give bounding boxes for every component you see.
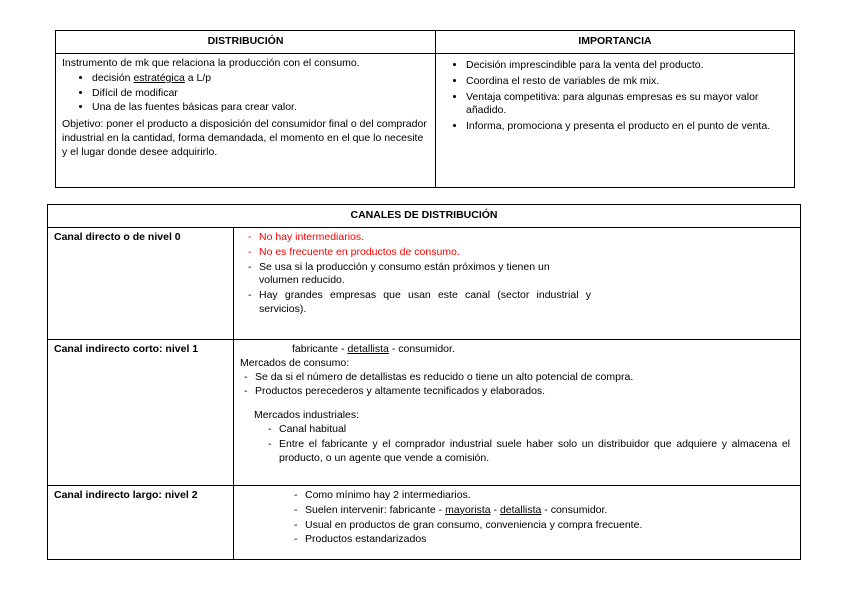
text-segment: Suelen intervenir: fabricante - bbox=[305, 503, 446, 516]
text-segment: decisión bbox=[92, 71, 134, 84]
bullet-item: • Difícil de modificar bbox=[92, 87, 429, 101]
distribucion-intro: Instrumento de mk que relaciona la producción con el consumo. bbox=[62, 56, 360, 69]
canal-corto-label: Canal indirecto corto: nivel 1 bbox=[48, 339, 234, 485]
table-row bbox=[48, 485, 801, 559]
canal-corto-content bbox=[234, 339, 801, 485]
dash-list bbox=[246, 231, 591, 317]
tabla-canales-distribucion bbox=[47, 204, 801, 560]
bullet-item: • Informa, promociona y presenta el producto en el punto de venta. bbox=[466, 120, 788, 134]
canales-title: CANALES DE DISTRIBUCIÓN bbox=[48, 205, 801, 228]
dash-item: - No hay intermediarios. bbox=[246, 231, 591, 245]
dash-item: - Productos perecederos y altamente tecnificados y elaborados. bbox=[242, 385, 794, 399]
bullet-item: • Decisión imprescindible para la venta del producto. bbox=[466, 59, 788, 73]
dash-item: - Como mínimo hay 2 intermediarios. bbox=[292, 489, 754, 503]
text-segment: - bbox=[490, 503, 500, 516]
canal-largo-content bbox=[234, 485, 801, 559]
underlined-text: estratégica bbox=[133, 71, 185, 84]
table-header-row bbox=[48, 205, 801, 228]
distribucion-bullet-list bbox=[62, 72, 429, 116]
dash-list bbox=[292, 489, 754, 547]
dash-item: - Productos estandarizados bbox=[292, 533, 754, 547]
mercados-industriales-title: Mercados industriales: bbox=[254, 409, 360, 422]
distribucion-cell bbox=[56, 53, 436, 187]
importancia-cell bbox=[436, 53, 795, 187]
mercados-consumo-title: Mercados de consumo: bbox=[240, 356, 350, 369]
dash-item: - Entre el fabricante y el comprador industrial suele haber solo un distribuidor que adquiere y almacena el producto, o un agente que vende a comisión. bbox=[266, 438, 790, 466]
bullet-item bbox=[92, 72, 429, 86]
dash-list bbox=[266, 423, 790, 466]
distribucion-objetivo: Objetivo: poner el producto a disposición del consumidor final o del comprador industrial en la cantidad, forma demandada, el momento en el que lo necesite y el lugar donde desee adquirirlo. bbox=[62, 118, 427, 159]
bullet-item: • Coordina el resto de variables de mk mix. bbox=[466, 75, 788, 89]
canal-directo-content bbox=[234, 227, 801, 339]
text-segment: a L/p bbox=[184, 71, 212, 84]
dash-item: - Usual en productos de gran consumo, conveniencia y compra frecuente. bbox=[292, 519, 754, 533]
dash-item: - Se da si el número de detallistas es reducido o tiene un alto potencial de compra. bbox=[242, 371, 794, 385]
table-body-row bbox=[56, 53, 795, 187]
dash-item bbox=[292, 504, 754, 518]
canal-largo-label: Canal indirecto largo: nivel 2 bbox=[48, 485, 234, 559]
text-segment: fabricante - bbox=[292, 342, 348, 355]
dash-item: - Hay grandes empresas que usan este canal (sector industrial y servicios). bbox=[246, 289, 591, 317]
text-segment: - consumidor. bbox=[388, 342, 455, 355]
tabla-distribucion-importancia bbox=[55, 30, 795, 188]
bullet-item: • Ventaja competitiva: para algunas empresas es su mayor valor añadido. bbox=[466, 91, 788, 119]
dash-list bbox=[242, 371, 794, 400]
header-distribucion: DISTRIBUCIÓN bbox=[56, 31, 436, 54]
canal-directo-label: Canal directo o de nivel 0 bbox=[48, 227, 234, 339]
underlined-text: detallista bbox=[347, 342, 389, 355]
dash-item: - Canal habitual bbox=[266, 423, 790, 437]
text-segment: - consumidor. bbox=[541, 503, 608, 516]
table-header-row bbox=[56, 31, 795, 54]
bullet-item: • Una de las fuentes básicas para crear valor. bbox=[92, 101, 429, 115]
table-row bbox=[48, 339, 801, 485]
importancia-bullet-list bbox=[442, 59, 788, 134]
header-importancia: IMPORTANCIA bbox=[436, 31, 795, 54]
dash-item: - Se usa si la producción y consumo están próximos y tienen un volumen reducido. bbox=[246, 261, 591, 289]
underlined-text: mayorista bbox=[445, 503, 491, 516]
dash-item: - No es frecuente en productos de consumo. bbox=[246, 246, 591, 260]
underlined-text: detallista bbox=[499, 503, 542, 516]
table-row bbox=[48, 227, 801, 339]
cadena-distribucion-line bbox=[292, 343, 794, 357]
